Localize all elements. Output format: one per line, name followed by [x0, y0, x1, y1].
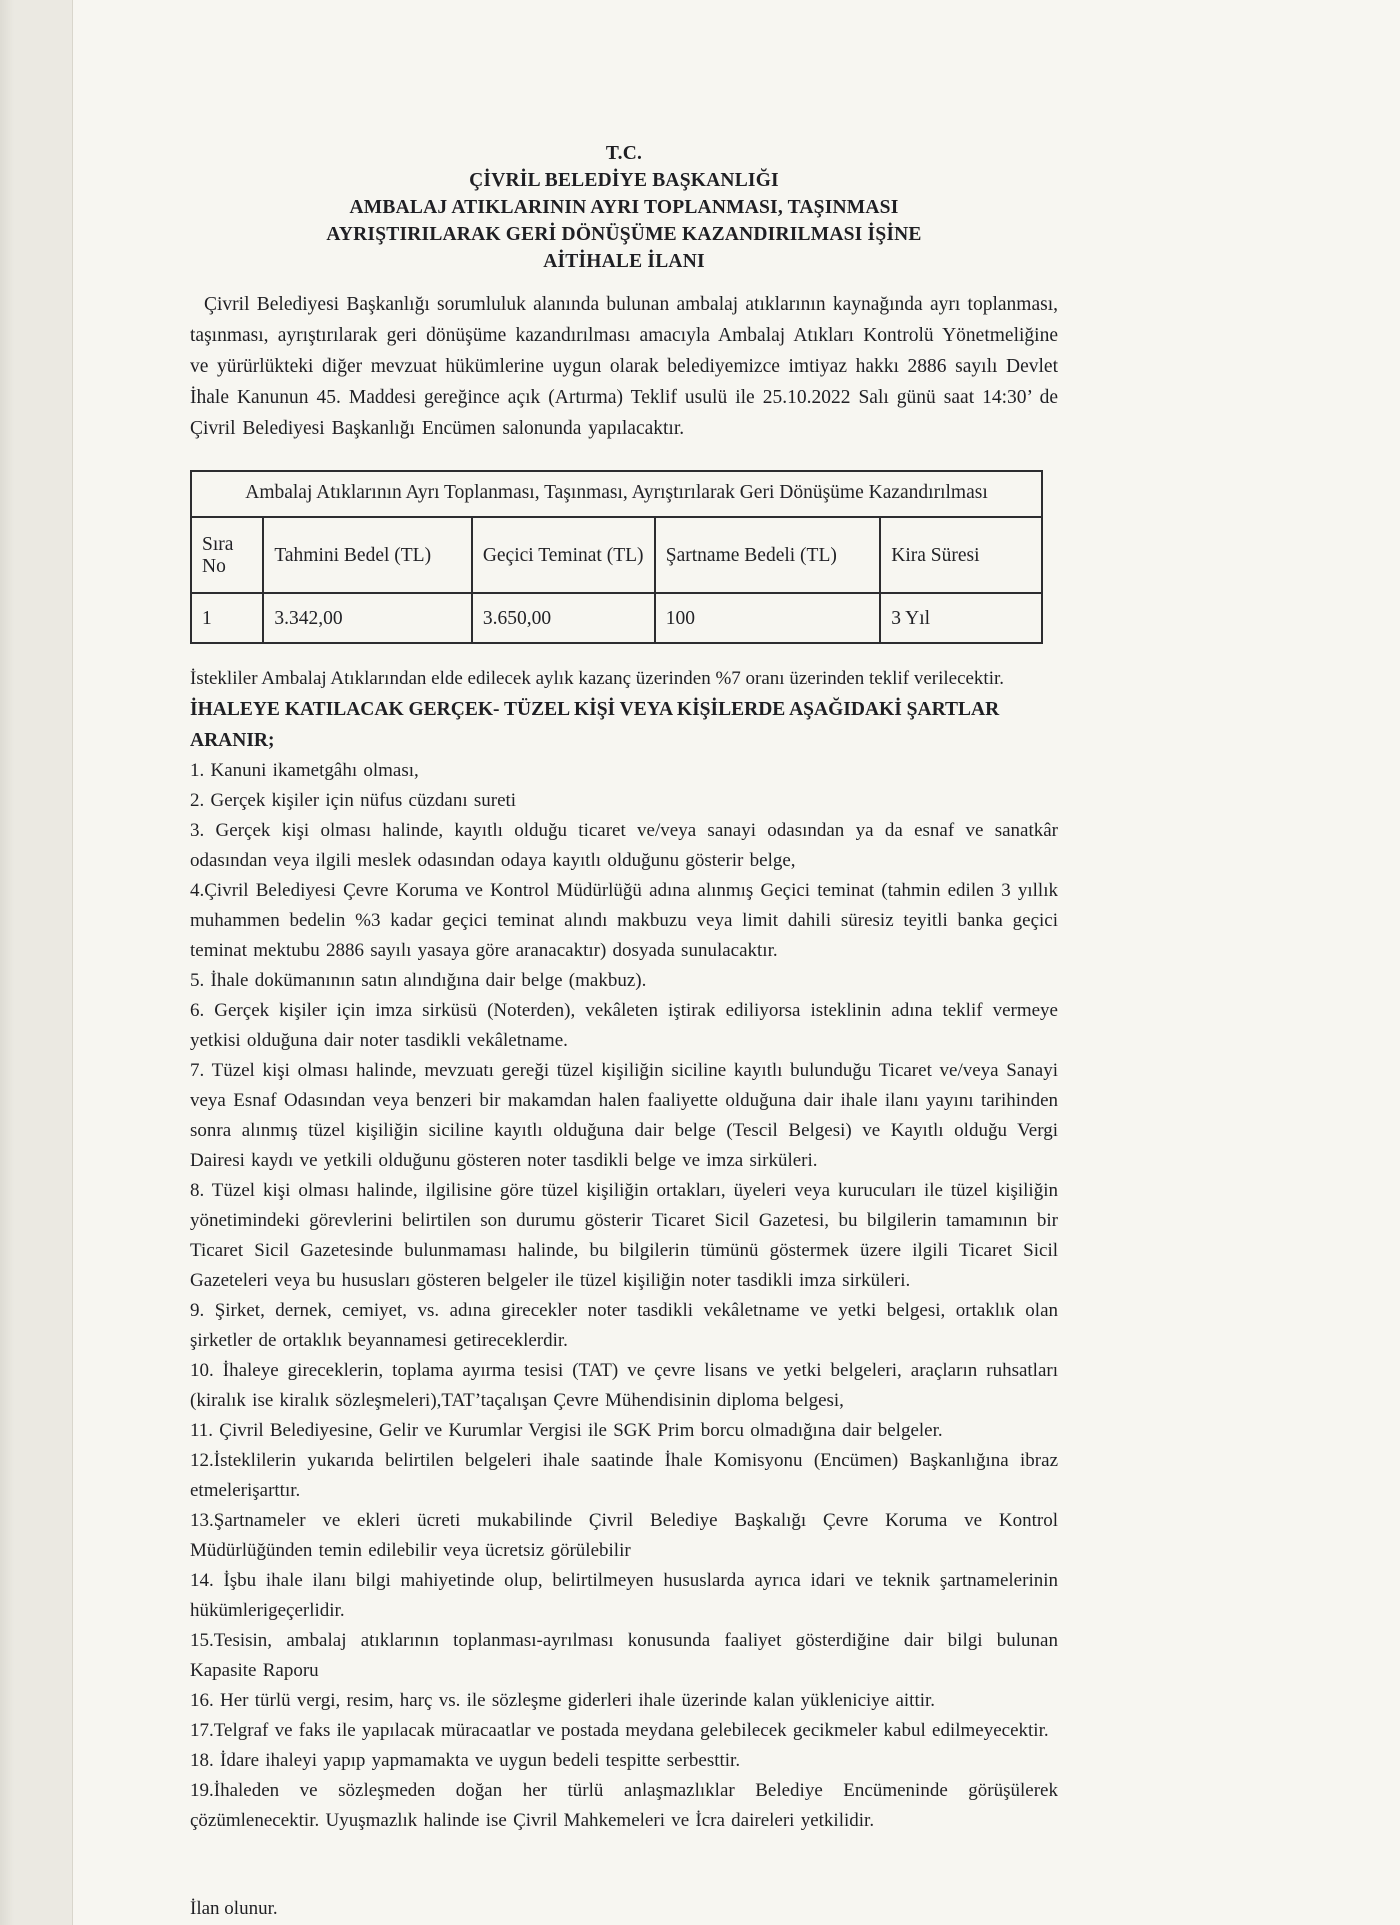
list-item: 17.Telgraf ve faks ile yapılacak müracaatlar ve postada meydana gelebilecek gecikmeler kabul edilmeyecektir. — [190, 1720, 1049, 1741]
tender-table — [190, 470, 1043, 644]
scan-left-edge — [0, 0, 73, 1925]
column-header-kira-suresi: Kira Süresi — [880, 517, 1042, 593]
list-item: 3. Gerçek kişi olması halinde, kayıtlı olduğu ticaret ve/veya sanayi odasından ya da esnaf ve sanatkâr odasından veya ilgili meslek odasından odaya kayıtlı olduğunu gösterir belge, — [190, 820, 1058, 871]
bid-percentage-note: İstekliler Ambalaj Atıklarından elde edilecek aylık kazanç üzerinden %7 oranı üzerinden teklif verilecektir. — [190, 668, 1005, 689]
cell-kira-suresi: 3 Yıl — [880, 593, 1042, 643]
list-item: 16. Her türlü vergi, resim, harç vs. ile sözleşme giderleri ihale üzerinde kalan yükleniciye aittir. — [190, 1690, 936, 1711]
document-header — [190, 140, 1058, 275]
conditions-heading: İHALEYE KATILACAK GERÇEK- TÜZEL KİŞİ VEYA KİŞİLERDE AŞAĞIDAKİ ŞARTLAR ARANIR; — [190, 699, 1000, 751]
list-item: 2. Gerçek kişiler için nüfus cüzdanı sureti — [190, 790, 517, 811]
cell-tahmini-bedel: 3.342,00 — [263, 593, 471, 643]
intro-paragraph: Çivril Belediyesi Başkanlığı sorumluluk alanında bulunan ambalaj atıklarının kaynağında ayrı toplanması, taşınması, ayrıştırılarak geri dönüşüme kazandırılması amacıyla Ambalaj Atıkları Kontrolü Yönetmeliğine ve yürürlükteki diğer mevzuat hükümlerine uygun olarak belediyemizce imtiyaz hakkı 2886 sayılı Devlet İhale Kanunun 45. Maddesi gereğince açık (Artırma) Teklif usulü ile 25.10.2022 Salı günü saat 14:30’ de Çivril Belediyesi Başkanlığı Encümen salonunda yapılacaktır. — [190, 294, 1058, 439]
header-tc: T.C. — [605, 143, 643, 164]
document-content — [190, 140, 1058, 1920]
list-item: 11. Çivril Belediyesine, Gelir ve Kurumlar Vergisi ile SGK Prim borcu olmadığına dair belgeler. — [190, 1420, 943, 1441]
header-subject-2: AYRIŞTIRILARAK GERİ DÖNÜŞÜME KAZANDIRILMASI İŞİNE — [326, 224, 922, 245]
column-header-sartname-bedeli: Şartname Bedeli (TL) — [655, 517, 881, 593]
table-header-row — [191, 517, 1042, 593]
column-header-tahmini-bedel: Tahmini Bedel (TL) — [263, 517, 471, 593]
list-item: 1. Kanuni ikametgâhı olması, — [190, 760, 419, 781]
conditions-list — [190, 756, 1058, 1836]
header-announcement-title: AİTİHALE İLANI — [543, 251, 705, 272]
list-item: 13.Şartnameler ve ekleri ücreti mukabilinde Çivril Belediye Başkalığı Çevre Koruma ve Kontrol Müdürlüğünden temin edilebilir veya ücretsiz görülebilir — [190, 1510, 1058, 1561]
list-item: 5. İhale dokümanının satın alındığına dair belge (makbuz). — [190, 970, 647, 991]
column-header-gecici-teminat: Geçici Teminat (TL) — [472, 517, 655, 593]
list-item: 12.İsteklilerin yukarıda belirtilen belgeleri ihale saatinde İhale Komisyonu (Encümen) Başkanlığına ibraz etmelerişarttır. — [190, 1450, 1058, 1501]
list-item: 7. Tüzel kişi olması halinde, mevzuatı gereği tüzel kişiliğin siciline kayıtlı bulunduğu Ticaret ve/veya Sanayi veya Esnaf Odasından veya benzeri bir makamdan halen faaliyette olduğuna dair ihale ilanı yayını tarihinden sonra alınmış tüzel kişiliğin siciline kayıtlı olduğuna dair belge (Tescil Belgesi) ve Kayıtlı olduğu Vergi Dairesi kaydı ve yetkili olduğunu gösteren noter tasdikli belge ve imza sirküleri. — [190, 1060, 1058, 1171]
list-item: 18. İdare ihaleyi yapıp yapmamakta ve uygun bedeli tespitte serbesttir. — [190, 1750, 741, 1771]
list-item: 14. İşbu ihale ilanı bilgi mahiyetinde olup, belirtilmeyen hususlarda ayrıca idari ve teknik şartnamelerinin hükümlerigeçerlidir. — [190, 1570, 1058, 1621]
list-item: 4.Çivril Belediyesi Çevre Koruma ve Kontrol Müdürlüğü adına alınmış Geçici teminat (tahmin edilen 3 yıllık muhammen bedelin %3 kadar geçici teminat alındı makbuzu veya limit dahili süresiz teyitli banka geçici teminat mektubu 2886 sayılı yasaya göre aranacaktır) dosyada sunulacaktır. — [190, 880, 1058, 961]
header-subject-1: AMBALAJ ATIKLARININ AYRI TOPLANMASI, TAŞINMASI — [349, 197, 899, 218]
closing-statement: İlan olunur. — [190, 1898, 278, 1919]
table-caption-row — [191, 471, 1042, 517]
table-row — [191, 593, 1042, 643]
list-item: 9. Şirket, dernek, cemiyet, vs. adına girecekler noter tasdikli vekâletname ve yetki belgesi, ortaklık olan şirketler de ortaklık beyannamesi getireceklerdir. — [190, 1300, 1058, 1351]
cell-sira-no: 1 — [191, 593, 263, 643]
list-item: 6. Gerçek kişiler için imza sirküsü (Noterden), vekâleten iştirak ediliyorsa isteklinin adına teklif vermeye yetkisi olduğuna dair noter tasdikli vekâletname. — [190, 1000, 1058, 1051]
header-municipality: ÇİVRİL BELEDİYE BAŞKANLIĞI — [469, 170, 779, 191]
list-item: 15.Tesisin, ambalaj atıklarının toplanması-ayrılması konusunda faaliyet gösterdiğine dair bilgi bulunan Kapasite Raporu — [190, 1630, 1058, 1681]
cell-sartname-bedeli: 100 — [655, 593, 881, 643]
list-item: 10. İhaleye gireceklerin, toplama ayırma tesisi (TAT) ve çevre lisans ve yetki belgeleri, araçların ruhsatları (kiralık ise kiralık sözleşmeleri),TAT’taçalışan Çevre Mühendisinin diploma belgesi, — [190, 1360, 1058, 1411]
list-item: 8. Tüzel kişi olması halinde, ilgilisine göre tüzel kişiliğin ortakları, üyeleri veya kurucuları ile tüzel kişiliğin yönetimindeki görevlerini belirtilen son durumu gösterir Ticaret Sicil Gazetesi, bu bilgilerin tamamının bir Ticaret Sicil Gazetesinde bulunmaması halinde, bu bilgilerin tümünü göstermek üzere ilgili Ticaret Sicil Gazeteleri veya bu hususları gösteren belgeler ile tüzel kişiliğin noter tasdikli imza sirküleri. — [190, 1180, 1058, 1291]
cell-gecici-teminat: 3.650,00 — [472, 593, 655, 643]
column-header-sira-no: Sıra No — [191, 517, 263, 593]
table-caption: Ambalaj Atıklarının Ayrı Toplanması, Taşınması, Ayrıştırılarak Geri Dönüşüme Kazandırılması — [191, 471, 1042, 517]
list-item: 19.İhaleden ve sözleşmeden doğan her türlü anlaşmazlıklar Belediye Encümeninde görüşülerek çözümlenecektir. Uyuşmazlık halinde ise Çivril Mahkemeleri ve İcra daireleri yetkilidir. — [190, 1780, 1058, 1831]
